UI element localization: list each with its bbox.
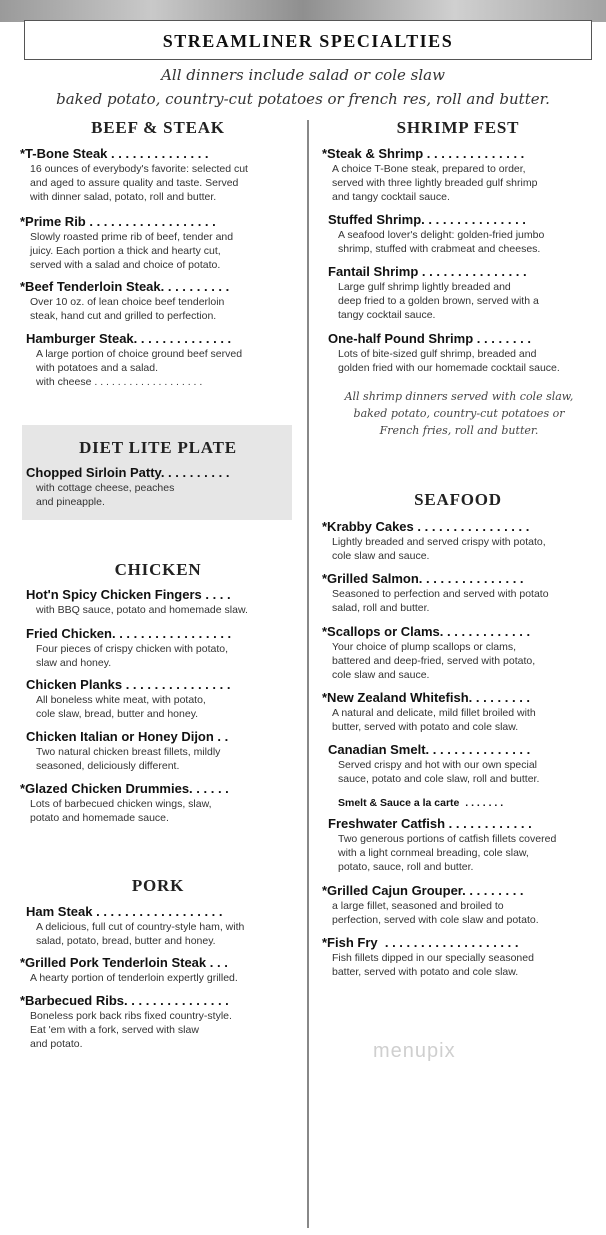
item-name: Hot'n Spicy Chicken Fingers . . . . bbox=[26, 587, 231, 602]
page-title: STREAMLINER SPECIALTIES bbox=[162, 31, 454, 51]
item-desc: Large gulf shrimp lightly breaded and deep fried to a golden brown, served with a tangy cocktail sauce. bbox=[338, 281, 539, 321]
item-desc: with BBQ sauce, potato and homemade slaw. bbox=[36, 604, 248, 616]
shrimp-dinner-note: All shrimp dinners served with cole slaw, baked potato, country-cut potatoes or French fries, roll and butter. bbox=[344, 390, 574, 437]
item-name: Chopped Sirloin Patty. . . . . . . . . . bbox=[26, 465, 230, 480]
item-name: One-half Pound Shrimp . . . . . . . . bbox=[328, 331, 531, 346]
item-desc: Over 10 oz. of lean choice beef tenderloin steak, hand cut and grilled to perfection. bbox=[30, 296, 225, 322]
item-desc: Your choice of plump scallops or clams, battered and deep-fried, served with potato, cole slaw and sauce. bbox=[332, 641, 536, 681]
item-name: Smelt & Sauce a la carte . . . . . . . bbox=[338, 797, 504, 809]
item-name: Ham Steak . . . . . . . . . . . . . . . . . . bbox=[26, 904, 223, 919]
intro-line-2: baked potato, country-cut potatoes or french res, roll and butter. bbox=[56, 90, 550, 108]
item-desc: Boneless pork back ribs fixed country-style. Eat 'em with a fork, served with slaw and potato. bbox=[30, 1010, 232, 1050]
item-desc: Fish fillets dipped in our specially seasoned batter, served with potato and cole slaw. bbox=[332, 952, 534, 978]
item-name: *Beef Tenderloin Steak. . . . . . . . . . bbox=[20, 279, 230, 294]
item-desc: Served crispy and hot with our own special sauce, potato and cole slaw, roll and butter. bbox=[338, 759, 540, 785]
section-title-diet: DIET LITE PLATE bbox=[79, 438, 237, 457]
menu-item-new-zealand-whitefish bbox=[322, 690, 536, 734]
menu-item-grilled-salmon bbox=[322, 571, 549, 615]
section-title-shrimp: SHRIMP FEST bbox=[396, 118, 520, 137]
item-desc: A seafood lover's delight: golden-fried jumbo shrimp, stuffed with crabmeat and cheeses. bbox=[338, 229, 545, 255]
item-name: Fried Chicken. . . . . . . . . . . . . . . . . bbox=[26, 626, 232, 641]
item-name: *Scallops or Clams. . . . . . . . . . . . . bbox=[322, 624, 531, 639]
menu-item-fried-chicken bbox=[26, 626, 231, 670]
item-desc: A large portion of choice ground beef served with potatoes and a salad. with cheese . . . . . . . . . . . . . . . . . . . bbox=[36, 348, 243, 388]
item-name: *Grilled Pork Tenderloin Steak . . . bbox=[20, 955, 228, 970]
item-name: *Grilled Cajun Grouper. . . . . . . . . bbox=[322, 883, 524, 898]
menu-item-krabby-cakes bbox=[322, 519, 546, 563]
menu-item-barbecued-ribs bbox=[20, 993, 232, 1051]
menu-item-prime-rib bbox=[20, 214, 233, 272]
item-name: Chicken Italian or Honey Dijon . . bbox=[26, 729, 229, 744]
item-name: Chicken Planks . . . . . . . . . . . . . . . bbox=[26, 677, 231, 692]
item-name: *New Zealand Whitefish. . . . . . . . . bbox=[322, 690, 531, 705]
menu-item-pork-tenderloin bbox=[20, 955, 238, 985]
item-desc: A natural and delicate, mild fillet broiled with butter, served with potato and cole slaw. bbox=[332, 707, 536, 733]
menu-item-chicken-fingers bbox=[26, 587, 248, 617]
menu-item-cajun-grouper bbox=[322, 883, 539, 927]
watermark: menupix bbox=[373, 1040, 456, 1062]
menu-item-smelt-sauce bbox=[338, 795, 503, 811]
menu-item-chicken-italian bbox=[26, 729, 228, 773]
item-desc: Lots of barbecued chicken wings, slaw, potato and homemade sauce. bbox=[30, 798, 212, 824]
item-desc: All boneless white meat, with potato, cole slaw, bread, butter and honey. bbox=[36, 694, 206, 720]
item-desc: Two natural chicken breast fillets, mildly seasoned, deliciously different. bbox=[36, 746, 221, 772]
item-name: Canadian Smelt. . . . . . . . . . . . . . . bbox=[328, 742, 531, 757]
item-name: Freshwater Catfish . . . . . . . . . . . . bbox=[328, 816, 532, 831]
section-title-seafood: SEAFOOD bbox=[414, 490, 502, 509]
item-desc: 16 ounces of everybody's favorite: selected cut and aged to assure quality and taste. Served with dinner salad, potato, roll and butter. bbox=[30, 163, 248, 203]
menu-item-glazed-drummies bbox=[20, 781, 229, 825]
section-title-beef: BEEF & STEAK bbox=[91, 118, 225, 137]
item-name: Fantail Shrimp . . . . . . . . . . . . . . . bbox=[328, 264, 527, 279]
item-name: *T-Bone Steak . . . . . . . . . . . . . . bbox=[20, 146, 209, 161]
intro-line-1: All dinners include salad or cole slaw bbox=[161, 66, 445, 84]
section-title-chicken: CHICKEN bbox=[114, 560, 202, 579]
section-title-pork: PORK bbox=[131, 876, 185, 895]
menu-item-beef-tenderloin bbox=[20, 279, 229, 323]
item-desc: Two generous portions of catfish fillets covered with a light cornmeal breading, cole slaw, potato, sauce, roll and butter. bbox=[338, 833, 557, 873]
item-desc: A delicious, full cut of country-style ham, with salad, potato, bread, butter and honey. bbox=[36, 921, 245, 947]
item-desc: Four pieces of crispy chicken with potato, slaw and honey. bbox=[36, 643, 229, 669]
top-photo-strip bbox=[0, 0, 606, 22]
item-desc: a large fillet, seasoned and broiled to perfection, served with cole slaw and potato. bbox=[332, 900, 539, 926]
menu-item-hamburger-steak bbox=[26, 331, 242, 389]
item-name: *Krabby Cakes . . . . . . . . . . . . . . . . bbox=[322, 519, 530, 534]
title-box bbox=[24, 20, 592, 60]
menu-item-fish-fry bbox=[322, 935, 534, 979]
item-desc: Lightly breaded and served crispy with potato, cole slaw and sauce. bbox=[332, 536, 546, 562]
menu-item-t-bone bbox=[20, 146, 248, 204]
menu-item-fantail-shrimp bbox=[328, 264, 539, 322]
item-desc: A hearty portion of tenderloin expertly grilled. bbox=[30, 972, 238, 984]
item-name: Stuffed Shrimp. . . . . . . . . . . . . . . bbox=[328, 212, 526, 227]
item-name: *Prime Rib . . . . . . . . . . . . . . . . . . bbox=[20, 214, 216, 229]
item-desc: Seasoned to perfection and served with potato salad, roll and butter. bbox=[332, 588, 549, 614]
menu-item-half-pound-shrimp bbox=[328, 331, 560, 375]
item-desc: Lots of bite-sized gulf shrimp, breaded and golden fried with our homemade cocktail sauce. bbox=[338, 348, 560, 374]
menu-item-stuffed-shrimp bbox=[328, 212, 544, 256]
item-desc: Slowly roasted prime rib of beef, tender and juicy. Each portion a thick and hearty cut, served with a salad and choice of potato. bbox=[30, 231, 234, 271]
menu-item-ham-steak bbox=[26, 904, 244, 948]
menu-item-chopped-sirloin bbox=[26, 465, 229, 509]
item-name: *Glazed Chicken Drummies. . . . . . bbox=[20, 781, 229, 796]
item-desc: with cottage cheese, peaches and pineapple. bbox=[36, 482, 175, 508]
item-desc: A choice T-Bone steak, prepared to order, served with three lightly breaded gulf shrimp and tangy cocktail sauce. bbox=[332, 163, 538, 203]
item-name: *Barbecued Ribs. . . . . . . . . . . . . . . bbox=[20, 993, 229, 1008]
menu-item-freshwater-catfish bbox=[328, 816, 556, 874]
item-name: *Fish Fry . . . . . . . . . . . . . . . . . . . bbox=[322, 935, 519, 950]
menu-item-scallops-clams bbox=[322, 624, 535, 682]
item-name: *Steak & Shrimp . . . . . . . . . . . . . . bbox=[322, 146, 525, 161]
menu-item-chicken-planks bbox=[26, 677, 230, 721]
column-divider bbox=[307, 120, 309, 1228]
item-name: Hamburger Steak. . . . . . . . . . . . . . bbox=[26, 331, 232, 346]
menu-item-canadian-smelt bbox=[328, 742, 539, 786]
menu-item-steak-shrimp bbox=[322, 146, 537, 204]
item-name: *Grilled Salmon. . . . . . . . . . . . . . . bbox=[322, 571, 524, 586]
